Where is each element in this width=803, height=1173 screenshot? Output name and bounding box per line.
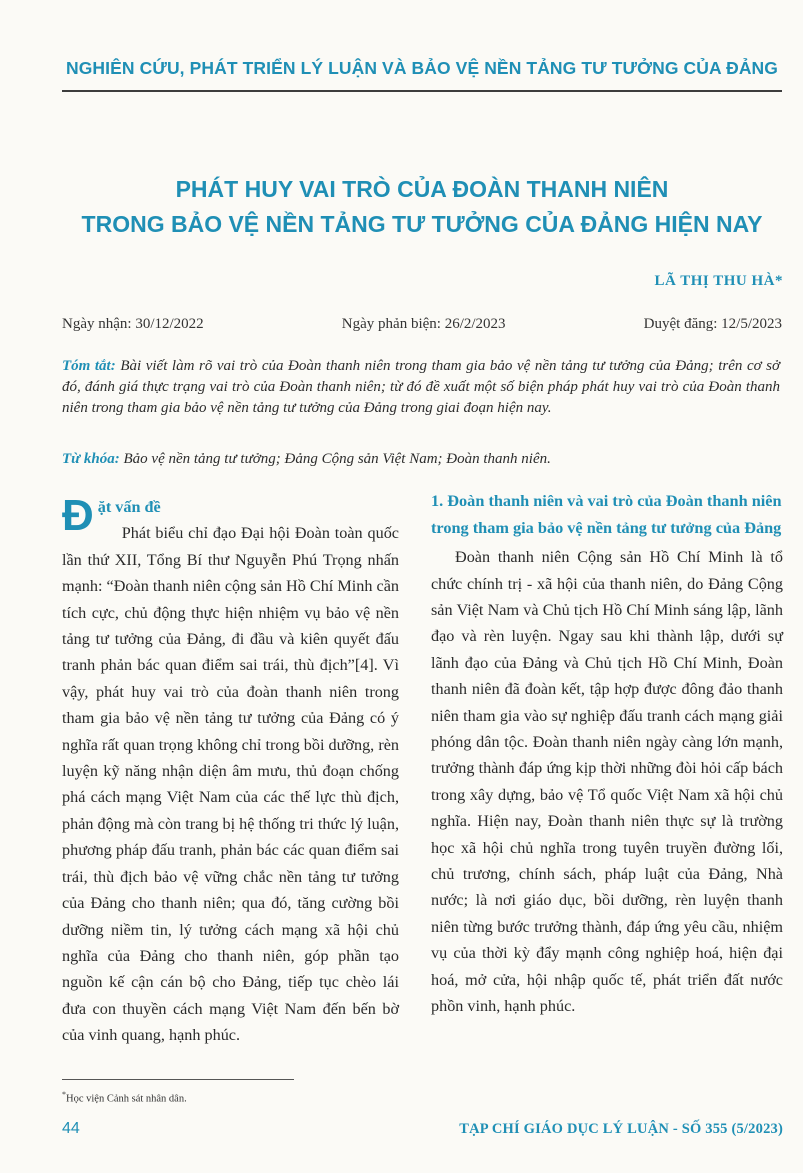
abstract — [62, 356, 780, 419]
footnote-text: Học viện Cảnh sát nhân dân. — [66, 1093, 187, 1105]
keywords — [62, 449, 780, 470]
intro-paragraph: Phát biểu chỉ đạo Đại hội Đoàn toàn quốc lần thứ XII, Tổng Bí thư Nguyễn Phú Trọng nhấn mạnh: “Đoàn thanh niên cộng sản Hồ Chí Minh cần tích cực, chủ động thực hiện nhiệm vụ bảo vệ nền tảng tư tưởng của Đảng, đi đầu và kiên quyết đấu tranh phản bác quan điểm sai trái, thù địch”[4]. Vì vậy, phát huy vai trò của đoàn thanh niên trong tham gia bảo vệ nền tảng tư tưởng của Đảng có ý nghĩa rất quan trọng không chỉ trong bồi dưỡng, rèn luyện kỹ năng nhận diện âm mưu, thủ đoạn chống phá cách mạng Việt Nam của các thế lực thù địch, phản động mà còn trang bị hệ thống tri thức lý luận, phương pháp đấu tranh, phản bác các quan điểm sai trái, thù địch bảo vệ vững chắc nền tảng tư tưởng của Đảng cho thanh niên; qua đó, tăng cường bồi dưỡng niềm tin, lý tưởng cách mạng xã hội chủ nghĩa của Đảng cho thanh niên, góp phần tạo nguồn kế cận cán bộ cho Đảng, tiếp tục chèo lái đưa con thuyền cách mạng Việt Nam đến bến bờ của vinh quang, hạnh phúc. — [62, 524, 399, 1045]
date-received: Ngày nhận: 30/12/2022 — [62, 316, 204, 332]
date-reviewed: Ngày phản biện: 26/2/2023 — [341, 316, 506, 332]
section-header: NGHIÊN CỨU, PHÁT TRIỂN LÝ LUẬN VÀ BẢO VỆ NỀN TẢNG TƯ TƯỞNG CỦA ĐẢNG — [65, 58, 779, 78]
section-1-paragraph: Đoàn thanh niên Cộng sản Hồ Chí Minh là tổ chức chính trị - xã hội của thanh niên, do Đảng Cộng sản Việt Nam và Chủ tịch Hồ Chí Minh sáng lập, lãnh đạo và rèn luyện. Ngay sau khi thành lập, dưới sự lãnh đạo của Đảng và Chủ tịch Hồ Chí Minh, Đoàn thanh niên đã đoàn kết, tập hợp được đông đảo thanh niên tham gia vào sự nghiệp đấu tranh cách mạng giải phóng dân tộc. Đoàn thanh niên ngày càng lớn mạnh, trưởng thành đáp ứng kịp thời những đòi hỏi cấp bách trong xây dựng, bảo vệ Tổ quốc Việt Nam xã hội chủ nghĩa. Hiện nay, Đoàn thanh niên thực sự là trường học xã hội chủ nghĩa trong tuyên truyền đường lối, chủ trương, chính sách, pháp luật của Đảng, Nhà nước; là nơi giáo dục, bồi dưỡng, rèn luyện thanh niên từng bước trưởng thành, đáp ứng yêu cầu, nhiệm vụ của thời kỳ đẩy mạnh công nghiệp hoá, hiện đại hoá, mở cửa, hội nhập quốc tế, phát triển đất nước phồn vinh, hạnh phúc. — [431, 548, 783, 1016]
dates-row — [62, 316, 782, 333]
footnote-rule — [62, 1079, 294, 1080]
article-title — [62, 172, 782, 242]
footnote — [62, 1090, 187, 1105]
header-rule — [62, 90, 782, 92]
page-number: 44 — [62, 1120, 80, 1137]
title-line-2: TRONG BẢO VỆ NỀN TẢNG TƯ TƯỞNG CỦA ĐẢNG HIỆN NAY — [81, 211, 763, 237]
date-approved: Duyệt đăng: 12/5/2023 — [643, 316, 782, 332]
right-column — [431, 488, 783, 1020]
title-line-1: PHÁT HUY VAI TRÒ CỦA ĐOÀN THANH NIÊN — [175, 176, 669, 202]
left-column — [62, 491, 399, 1049]
intro-heading: ặt vấn đề — [97, 498, 161, 516]
footnote-mark: * — [62, 1090, 66, 1099]
author-name: LÃ THỊ THU HÀ* — [654, 273, 783, 289]
abstract-text: Bài viết làm rõ vai trò của Đoàn thanh niên trong tham gia bảo vệ nền tảng tư tưởng của Đảng; trên cơ sở đó, đánh giá thực trạng vai trò của Đoàn thanh niên; từ đó đề xuất một số biện pháp phát huy vai trò của Đoàn thanh niên trong tham gia bảo vệ nền tảng tư tưởng của Đảng trong giai đoạn hiện nay. — [62, 358, 781, 416]
journal-footer: TẠP CHÍ GIÁO DỤC LÝ LUẬN - SỐ 355 (5/2023) — [459, 1121, 783, 1137]
dropcap: Đ — [62, 491, 94, 540]
keywords-text: Bảo vệ nền tảng tư tưởng; Đảng Cộng sản Việt Nam; Đoàn thanh niên. — [123, 451, 551, 467]
section-1-heading: 1. Đoàn thanh niên và vai trò của Đoàn thanh niên trong tham gia bảo vệ nền tảng tư tưởng của Đảng — [431, 491, 782, 537]
abstract-label: Tóm tắt: — [62, 358, 116, 374]
keywords-label: Từ khóa: — [62, 451, 120, 467]
